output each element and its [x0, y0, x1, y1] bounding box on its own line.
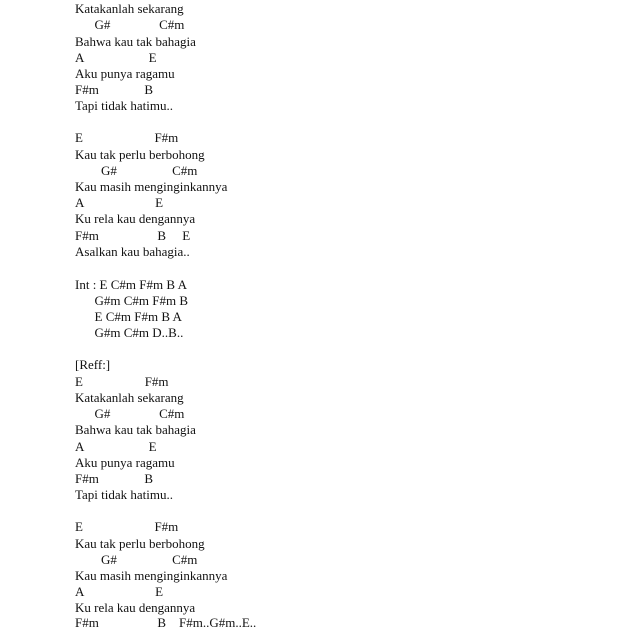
chord-line: G# C#m: [75, 17, 185, 32]
chord-line: A E: [75, 50, 157, 65]
chord-line: A E: [75, 584, 164, 599]
chord-line: E F#m: [75, 519, 179, 534]
chord-line: G# C#m: [75, 163, 198, 178]
lyric-line: Bahwa kau tak bahagia: [75, 34, 196, 49]
chord-line: F#m B E: [75, 228, 191, 243]
interlude-line: G#m C#m F#m B: [75, 293, 189, 308]
lyric-line: Tapi tidak hatimu..: [75, 98, 174, 113]
lyric-line: Aku punya ragamu: [75, 455, 175, 470]
chord-line: G# C#m: [75, 406, 185, 421]
interlude-line: G#m C#m D..B..: [75, 325, 184, 340]
lyric-line: Asalkan kau bahagia..: [75, 244, 190, 259]
lyric-line: Ku rela kau dengannya: [75, 211, 196, 226]
lyric-line: Kau masih menginginkannya: [75, 179, 228, 194]
chord-line: F#m B: [75, 471, 154, 486]
interlude-line: Int : E C#m F#m B A: [75, 277, 187, 292]
lyric-line: Kau masih menginginkannya: [75, 568, 228, 583]
interlude-line: E C#m F#m B A: [75, 309, 182, 324]
lyric-line: Bahwa kau tak bahagia: [75, 422, 196, 437]
lyric-line: Kau tak perlu berbohong: [75, 536, 205, 551]
lyric-line: Ku rela kau dengannya: [75, 600, 196, 615]
chord-line: E F#m: [75, 374, 169, 389]
lyric-line: Kau tak perlu berbohong: [75, 147, 205, 162]
lyric-line: Katakanlah sekarang: [75, 1, 184, 16]
section-label: [Reff:]: [75, 357, 111, 372]
lyric-line: Katakanlah sekarang: [75, 390, 184, 405]
chord-line: A E: [75, 195, 164, 210]
lyric-line: Aku punya ragamu: [75, 66, 175, 81]
chord-line: E F#m: [75, 130, 179, 145]
chord-line: G# C#m: [75, 552, 198, 567]
chord-line: A E: [75, 439, 157, 454]
chord-line: F#m B: [75, 82, 154, 97]
lyric-line: Tapi tidak hatimu..: [75, 487, 174, 502]
chord-line: F#m B F#m..G#m..E..: [75, 615, 257, 630]
